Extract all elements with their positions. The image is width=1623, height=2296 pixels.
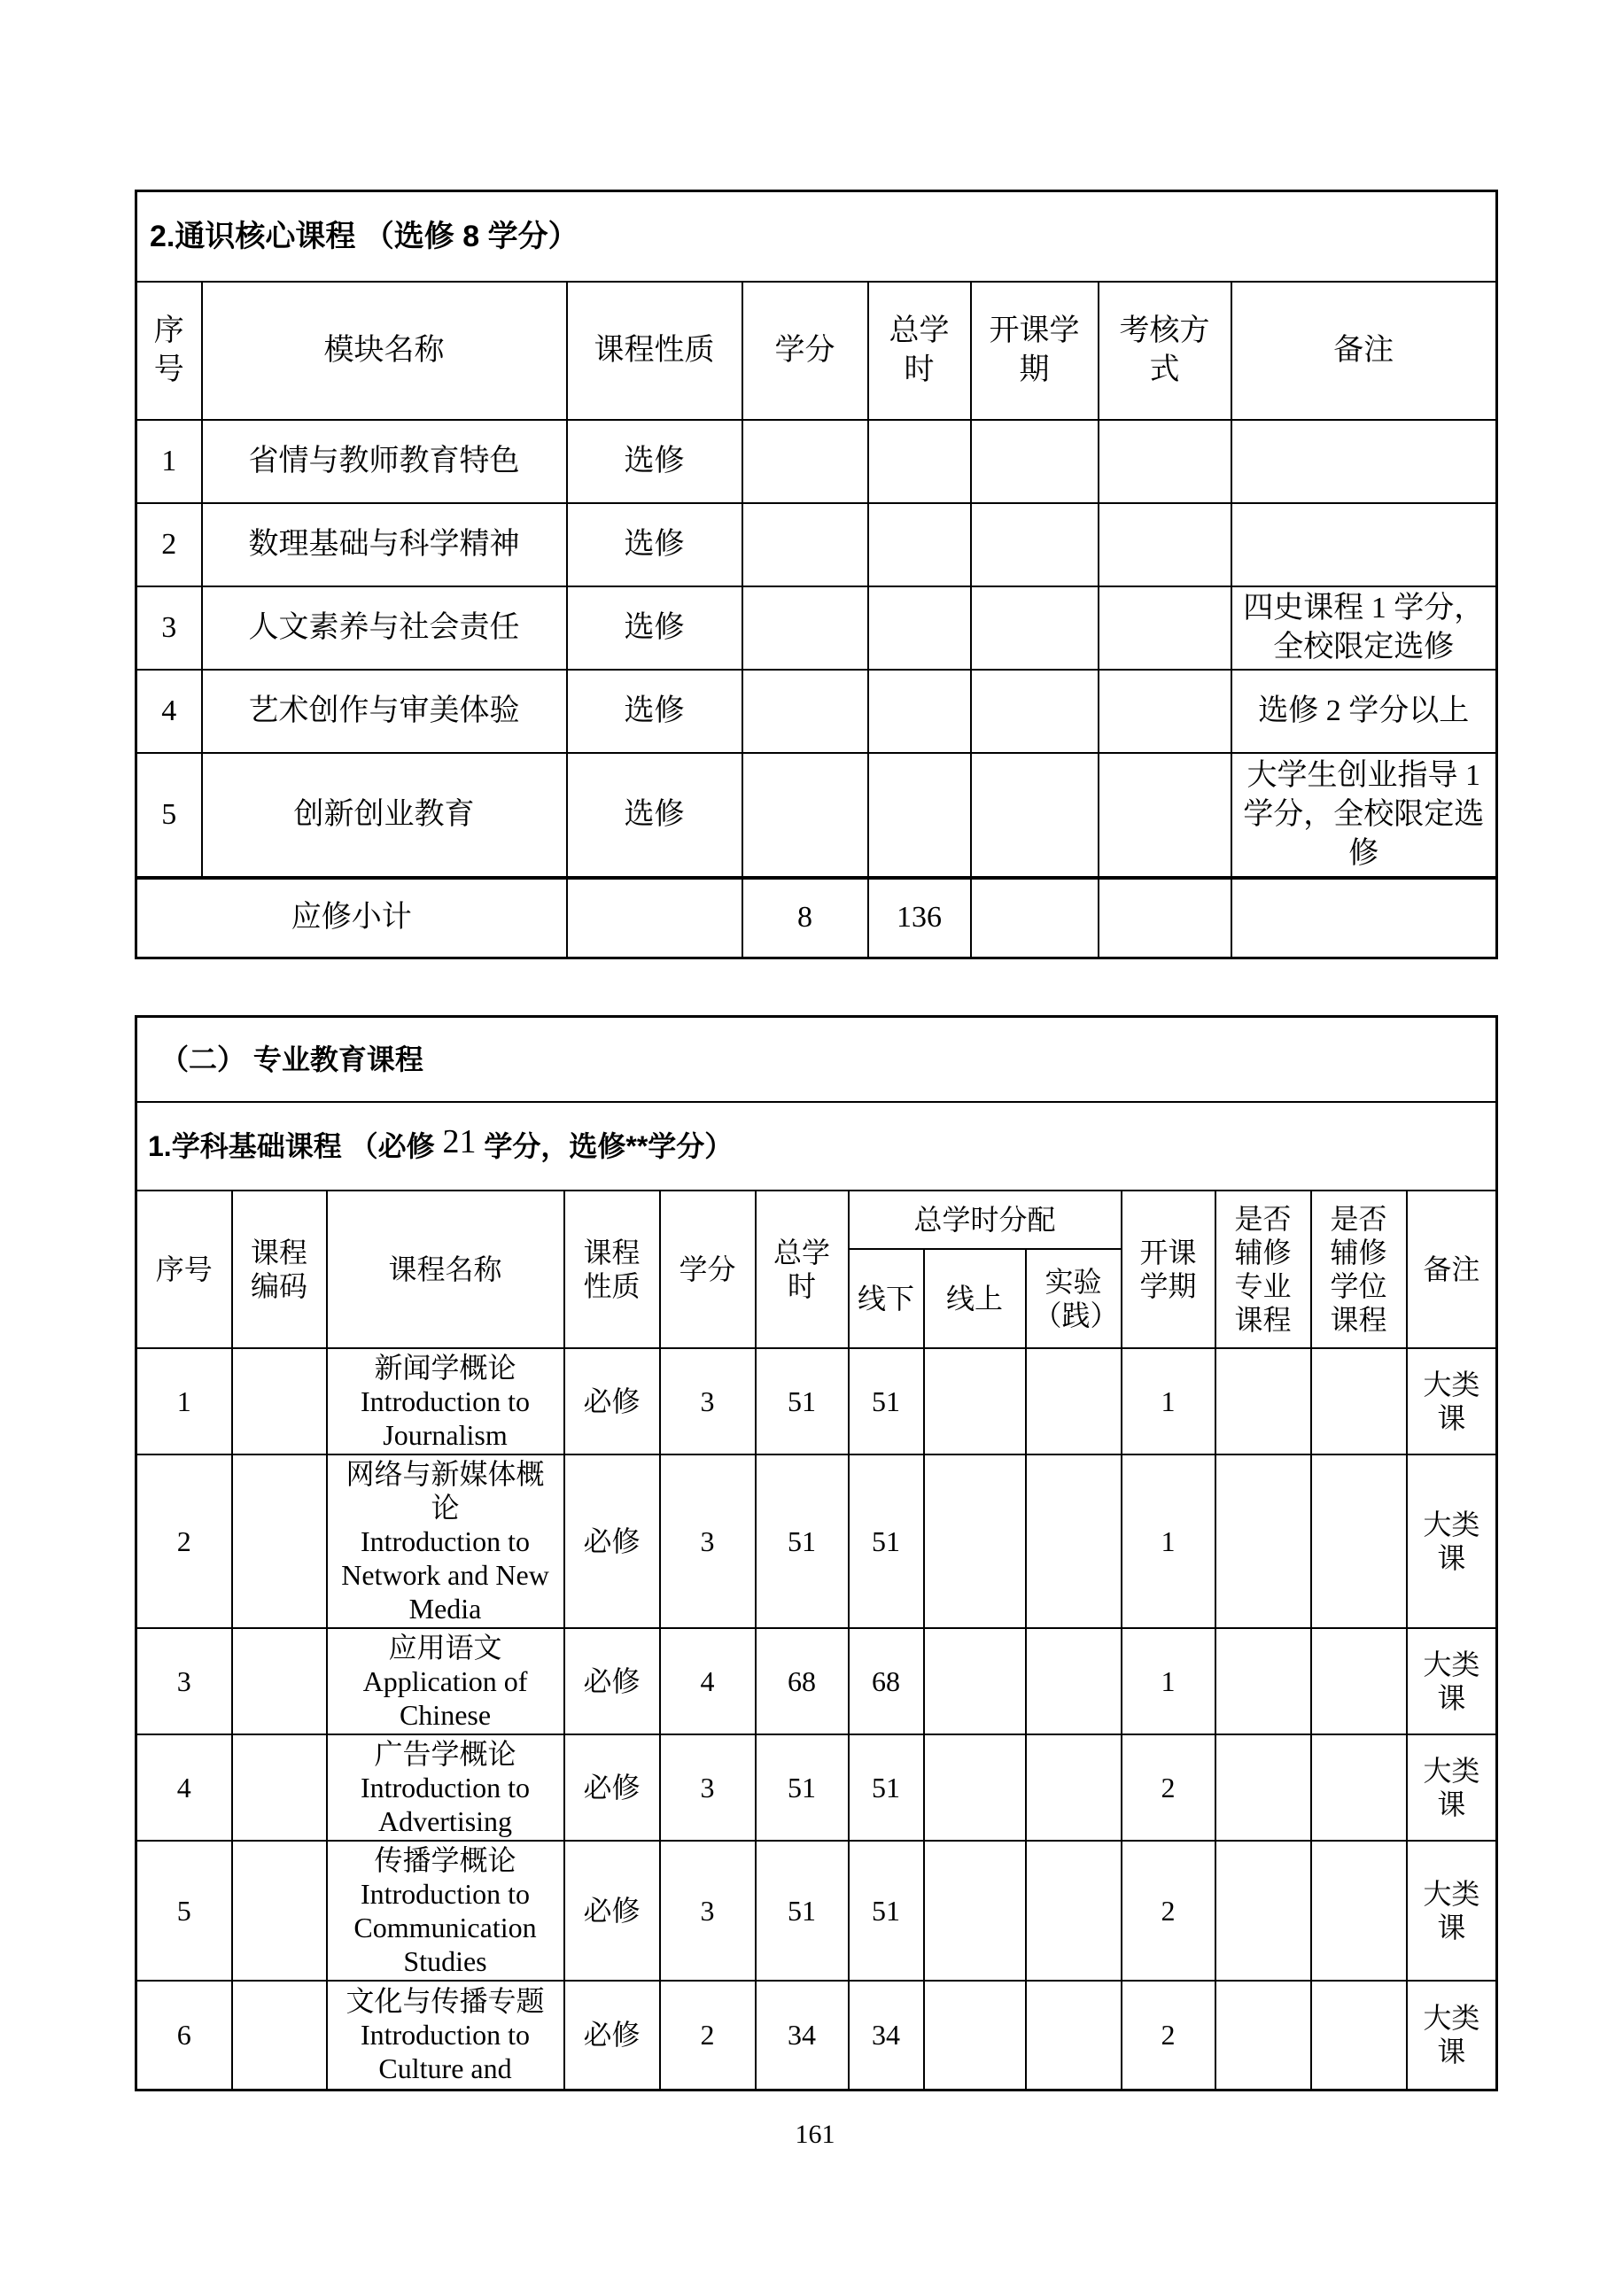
t2-r0-no: 1 (136, 1348, 232, 1454)
t2-r4-online (924, 1841, 1026, 1981)
course-name-en: Introduction to Advertising (360, 1771, 531, 1837)
t2-r1-hours: 51 (756, 1454, 849, 1628)
t1-r2-remark: 四史课程 1 学分，全校限定选修 (1231, 586, 1497, 670)
t2-r5-name (327, 1981, 564, 2090)
t2-r2-offline: 68 (849, 1628, 924, 1734)
t2-r3-minor-major (1215, 1734, 1311, 1841)
t2-r0-name (327, 1348, 564, 1454)
t2-r1-minor-degree (1311, 1454, 1407, 1628)
t1-r0-module: 省情与教师教育特色 (202, 420, 567, 503)
t2-header-no: 序号 (136, 1191, 232, 1348)
t1-r4-hours (868, 753, 971, 878)
t2-r4-minor-major (1215, 1841, 1311, 1981)
t2-header-code: 课程编码 (232, 1191, 327, 1348)
course-name-zh: 网络与新媒体概论 (346, 1457, 545, 1524)
t2-r5-code (232, 1981, 327, 2090)
t1-r2-semester (971, 586, 1099, 670)
t2-header-nature: 课程性质 (564, 1191, 660, 1348)
t2-r0-minor-major (1215, 1348, 1311, 1454)
t1-r0-nature: 选修 (567, 420, 742, 503)
t2-r5-offline: 34 (849, 1981, 924, 2090)
t1-header-credits: 学分 (742, 282, 868, 420)
course-name-en: Introduction to Culture and (360, 2019, 531, 2085)
t1-r4-semester (971, 753, 1099, 878)
t2-r1-no: 2 (136, 1454, 232, 1628)
course-name-zh: 应用语文 (388, 1631, 502, 1664)
t2-r5-online (924, 1981, 1026, 2090)
t2-r2-name (327, 1628, 564, 1734)
course-name-zh: 传播学概论 (374, 1843, 516, 1876)
course-name-zh: 文化与传播专题 (346, 1985, 545, 2018)
t1-r4-credits (742, 753, 868, 878)
table-row (136, 1454, 1497, 1628)
t2-r5-credits: 2 (660, 1981, 756, 2090)
t2-r5-remark: 大类课 (1407, 1981, 1497, 2090)
course-name-en: Introduction to Network and New Media (341, 1524, 549, 1625)
professional-education-course-table (135, 1015, 1498, 2091)
t2-r2-nature: 必修 (564, 1628, 660, 1734)
t1-header-hours: 总学时 (868, 282, 971, 420)
t2-r0-experiment (1026, 1348, 1122, 1454)
t2-header-online: 线上 (924, 1249, 1026, 1348)
t1-header-module: 模块名称 (202, 282, 567, 420)
t2-r0-minor-degree (1311, 1348, 1407, 1454)
section2-title-row (136, 1017, 1497, 1102)
t1-r1-semester (971, 503, 1099, 586)
t2-r2-semester: 1 (1122, 1628, 1215, 1734)
t1-r2-assessment (1099, 586, 1231, 670)
t2-r2-code (232, 1628, 327, 1734)
t2-r2-experiment (1026, 1628, 1122, 1734)
t2-header-semester: 开课学期 (1122, 1191, 1215, 1348)
t1-header-no: 序号 (136, 282, 202, 420)
t1-r0-no: 1 (136, 420, 202, 503)
t2-r0-hours: 51 (756, 1348, 849, 1454)
t1-header-remark: 备注 (1231, 282, 1497, 420)
t2-r1-nature: 必修 (564, 1454, 660, 1628)
t1-header-semester: 开课学期 (971, 282, 1099, 420)
t1-summary-assessment (1099, 878, 1231, 958)
t2-r1-experiment (1026, 1454, 1122, 1628)
table1-title-row (136, 191, 1497, 282)
t1-r3-no: 4 (136, 670, 202, 753)
t2-header-hours-distribution: 总学时分配 (849, 1191, 1122, 1249)
t2-r1-name (327, 1454, 564, 1628)
section2-title: （二） 专业教育课程 (136, 1017, 1497, 1102)
t2-r0-credits: 3 (660, 1348, 756, 1454)
t1-r4-module: 创新创业教育 (202, 753, 567, 878)
t2-r1-semester: 1 (1122, 1454, 1215, 1628)
t2-header-offline: 线下 (849, 1249, 924, 1348)
t1-r4-nature: 选修 (567, 753, 742, 878)
course-name-en: Application of Chinese (362, 1664, 528, 1731)
t2-r0-remark: 大类课 (1407, 1348, 1497, 1454)
t2-r4-minor-degree (1311, 1841, 1407, 1981)
table2-header-row-top (136, 1191, 1497, 1249)
t2-r2-no: 3 (136, 1628, 232, 1734)
t2-r4-nature: 必修 (564, 1841, 660, 1981)
table-row (136, 420, 1497, 503)
t2-r1-remark: 大类课 (1407, 1454, 1497, 1628)
t2-header-name: 课程名称 (327, 1191, 564, 1348)
t2-r4-credits: 3 (660, 1841, 756, 1981)
t1-r0-semester (971, 420, 1099, 503)
t2-r4-name (327, 1841, 564, 1981)
t1-r1-assessment (1099, 503, 1231, 586)
t1-summary-credits: 8 (742, 878, 868, 958)
t2-r3-remark: 大类课 (1407, 1734, 1497, 1841)
t1-r2-credits (742, 586, 868, 670)
table-row (136, 753, 1497, 878)
t1-r1-no: 2 (136, 503, 202, 586)
t1-r4-assessment (1099, 753, 1231, 878)
t2-r3-online (924, 1734, 1026, 1841)
t2-r4-semester: 2 (1122, 1841, 1215, 1981)
t2-r3-code (232, 1734, 327, 1841)
t2-r4-offline: 51 (849, 1841, 924, 1981)
subtitle-credit-number: 21 (442, 1123, 477, 1160)
t1-r3-nature: 选修 (567, 670, 742, 753)
table-row (136, 503, 1497, 586)
t1-r2-hours (868, 586, 971, 670)
t1-r3-remark: 选修 2 学分以上 (1231, 670, 1497, 753)
table-row (136, 1734, 1497, 1841)
t1-r0-hours (868, 420, 971, 503)
t1-r0-remark (1231, 420, 1497, 503)
t2-r5-nature: 必修 (564, 1981, 660, 2090)
t1-r0-assessment (1099, 420, 1231, 503)
t1-r1-credits (742, 503, 868, 586)
t2-header-credits: 学分 (660, 1191, 756, 1348)
t2-r2-hours: 68 (756, 1628, 849, 1734)
t1-r4-no: 5 (136, 753, 202, 878)
t2-r1-minor-major (1215, 1454, 1311, 1628)
t2-r2-remark: 大类课 (1407, 1628, 1497, 1734)
t1-summary-hours: 136 (868, 878, 971, 958)
t2-r0-semester: 1 (1122, 1348, 1215, 1454)
t2-r5-no: 6 (136, 1981, 232, 2090)
t2-header-minor-degree: 是否辅修学位课程 (1311, 1191, 1407, 1348)
t1-r3-credits (742, 670, 868, 753)
t1-r0-credits (742, 420, 868, 503)
t2-r3-semester: 2 (1122, 1734, 1215, 1841)
t2-r0-online (924, 1348, 1026, 1454)
t2-r5-semester: 2 (1122, 1981, 1215, 2090)
subtitle-suffix: 学分，选修**学分） (476, 1130, 734, 1162)
t2-r2-minor-degree (1311, 1628, 1407, 1734)
course-name-zh: 广告学概论 (374, 1737, 516, 1770)
subtitle-prefix: 1.学科基础课程 （必修 (148, 1130, 443, 1162)
t1-summary-nature (567, 878, 742, 958)
t2-r1-offline: 51 (849, 1454, 924, 1628)
t2-r5-minor-major (1215, 1981, 1311, 2090)
t2-header-experiment: 实验（践） (1026, 1249, 1122, 1348)
t2-r4-remark: 大类课 (1407, 1841, 1497, 1981)
t1-r3-assessment (1099, 670, 1231, 753)
table-row (136, 1628, 1497, 1734)
t2-r2-online (924, 1628, 1026, 1734)
t2-r5-experiment (1026, 1981, 1122, 2090)
table-row (136, 1348, 1497, 1454)
t2-r5-hours: 34 (756, 1981, 849, 2090)
t2-r4-no: 5 (136, 1841, 232, 1981)
page-number: 161 (795, 2120, 835, 2149)
t2-r3-name (327, 1734, 564, 1841)
t2-r1-credits: 3 (660, 1454, 756, 1628)
t2-r3-no: 4 (136, 1734, 232, 1841)
t1-header-nature: 课程性质 (567, 282, 742, 420)
t2-r5-minor-degree (1311, 1981, 1407, 2090)
section2-subtitle-row (136, 1102, 1497, 1191)
t2-r4-hours: 51 (756, 1841, 849, 1981)
table-row (136, 586, 1497, 670)
t2-r2-credits: 4 (660, 1628, 756, 1734)
t2-r3-minor-degree (1311, 1734, 1407, 1841)
t2-r0-offline: 51 (849, 1348, 924, 1454)
table1-title: 2.通识核心课程 （选修 8 学分） (136, 191, 1497, 282)
t1-r3-hours (868, 670, 971, 753)
t1-r3-module: 艺术创作与审美体验 (202, 670, 567, 753)
t1-r3-semester (971, 670, 1099, 753)
table-row (136, 670, 1497, 753)
t2-r2-minor-major (1215, 1628, 1311, 1734)
table1-header-row (136, 282, 1497, 420)
t2-r4-experiment (1026, 1841, 1122, 1981)
t2-r3-credits: 3 (660, 1734, 756, 1841)
t2-r3-experiment (1026, 1734, 1122, 1841)
t1-summary-label: 应修小计 (136, 878, 567, 958)
general-core-course-table (135, 190, 1498, 959)
t1-r1-module: 数理基础与科学精神 (202, 503, 567, 586)
t2-r3-nature: 必修 (564, 1734, 660, 1841)
t1-r2-nature: 选修 (567, 586, 742, 670)
t2-header-remark: 备注 (1407, 1191, 1497, 1348)
t1-r1-nature: 选修 (567, 503, 742, 586)
course-name-zh: 新闻学概论 (374, 1351, 516, 1384)
t1-r1-hours (868, 503, 971, 586)
t1-r2-no: 3 (136, 586, 202, 670)
t1-header-assessment: 考核方式 (1099, 282, 1231, 420)
t1-summary-semester (971, 878, 1099, 958)
section2-subtitle (136, 1102, 1497, 1191)
table1-summary-row (136, 878, 1497, 958)
table-row (136, 1841, 1497, 1981)
t1-summary-remark (1231, 878, 1497, 958)
t2-r3-hours: 51 (756, 1734, 849, 1841)
t2-r3-offline: 51 (849, 1734, 924, 1841)
t1-r2-module: 人文素养与社会责任 (202, 586, 567, 670)
t2-r0-nature: 必修 (564, 1348, 660, 1454)
course-name-en: Introduction to Communication Studies (353, 1877, 537, 1977)
t1-r1-remark (1231, 503, 1497, 586)
t2-r1-code (232, 1454, 327, 1628)
t2-r4-code (232, 1841, 327, 1981)
t2-r1-online (924, 1454, 1026, 1628)
t2-header-minor-major: 是否辅修专业课程 (1215, 1191, 1311, 1348)
t1-r4-remark: 大学生创业指导 1 学分，全校限定选修 (1231, 753, 1497, 878)
t2-header-hours: 总学时 (756, 1191, 849, 1348)
course-name-en: Introduction to Journalism (360, 1385, 531, 1451)
table-row (136, 1981, 1497, 2090)
t2-r0-code (232, 1348, 327, 1454)
